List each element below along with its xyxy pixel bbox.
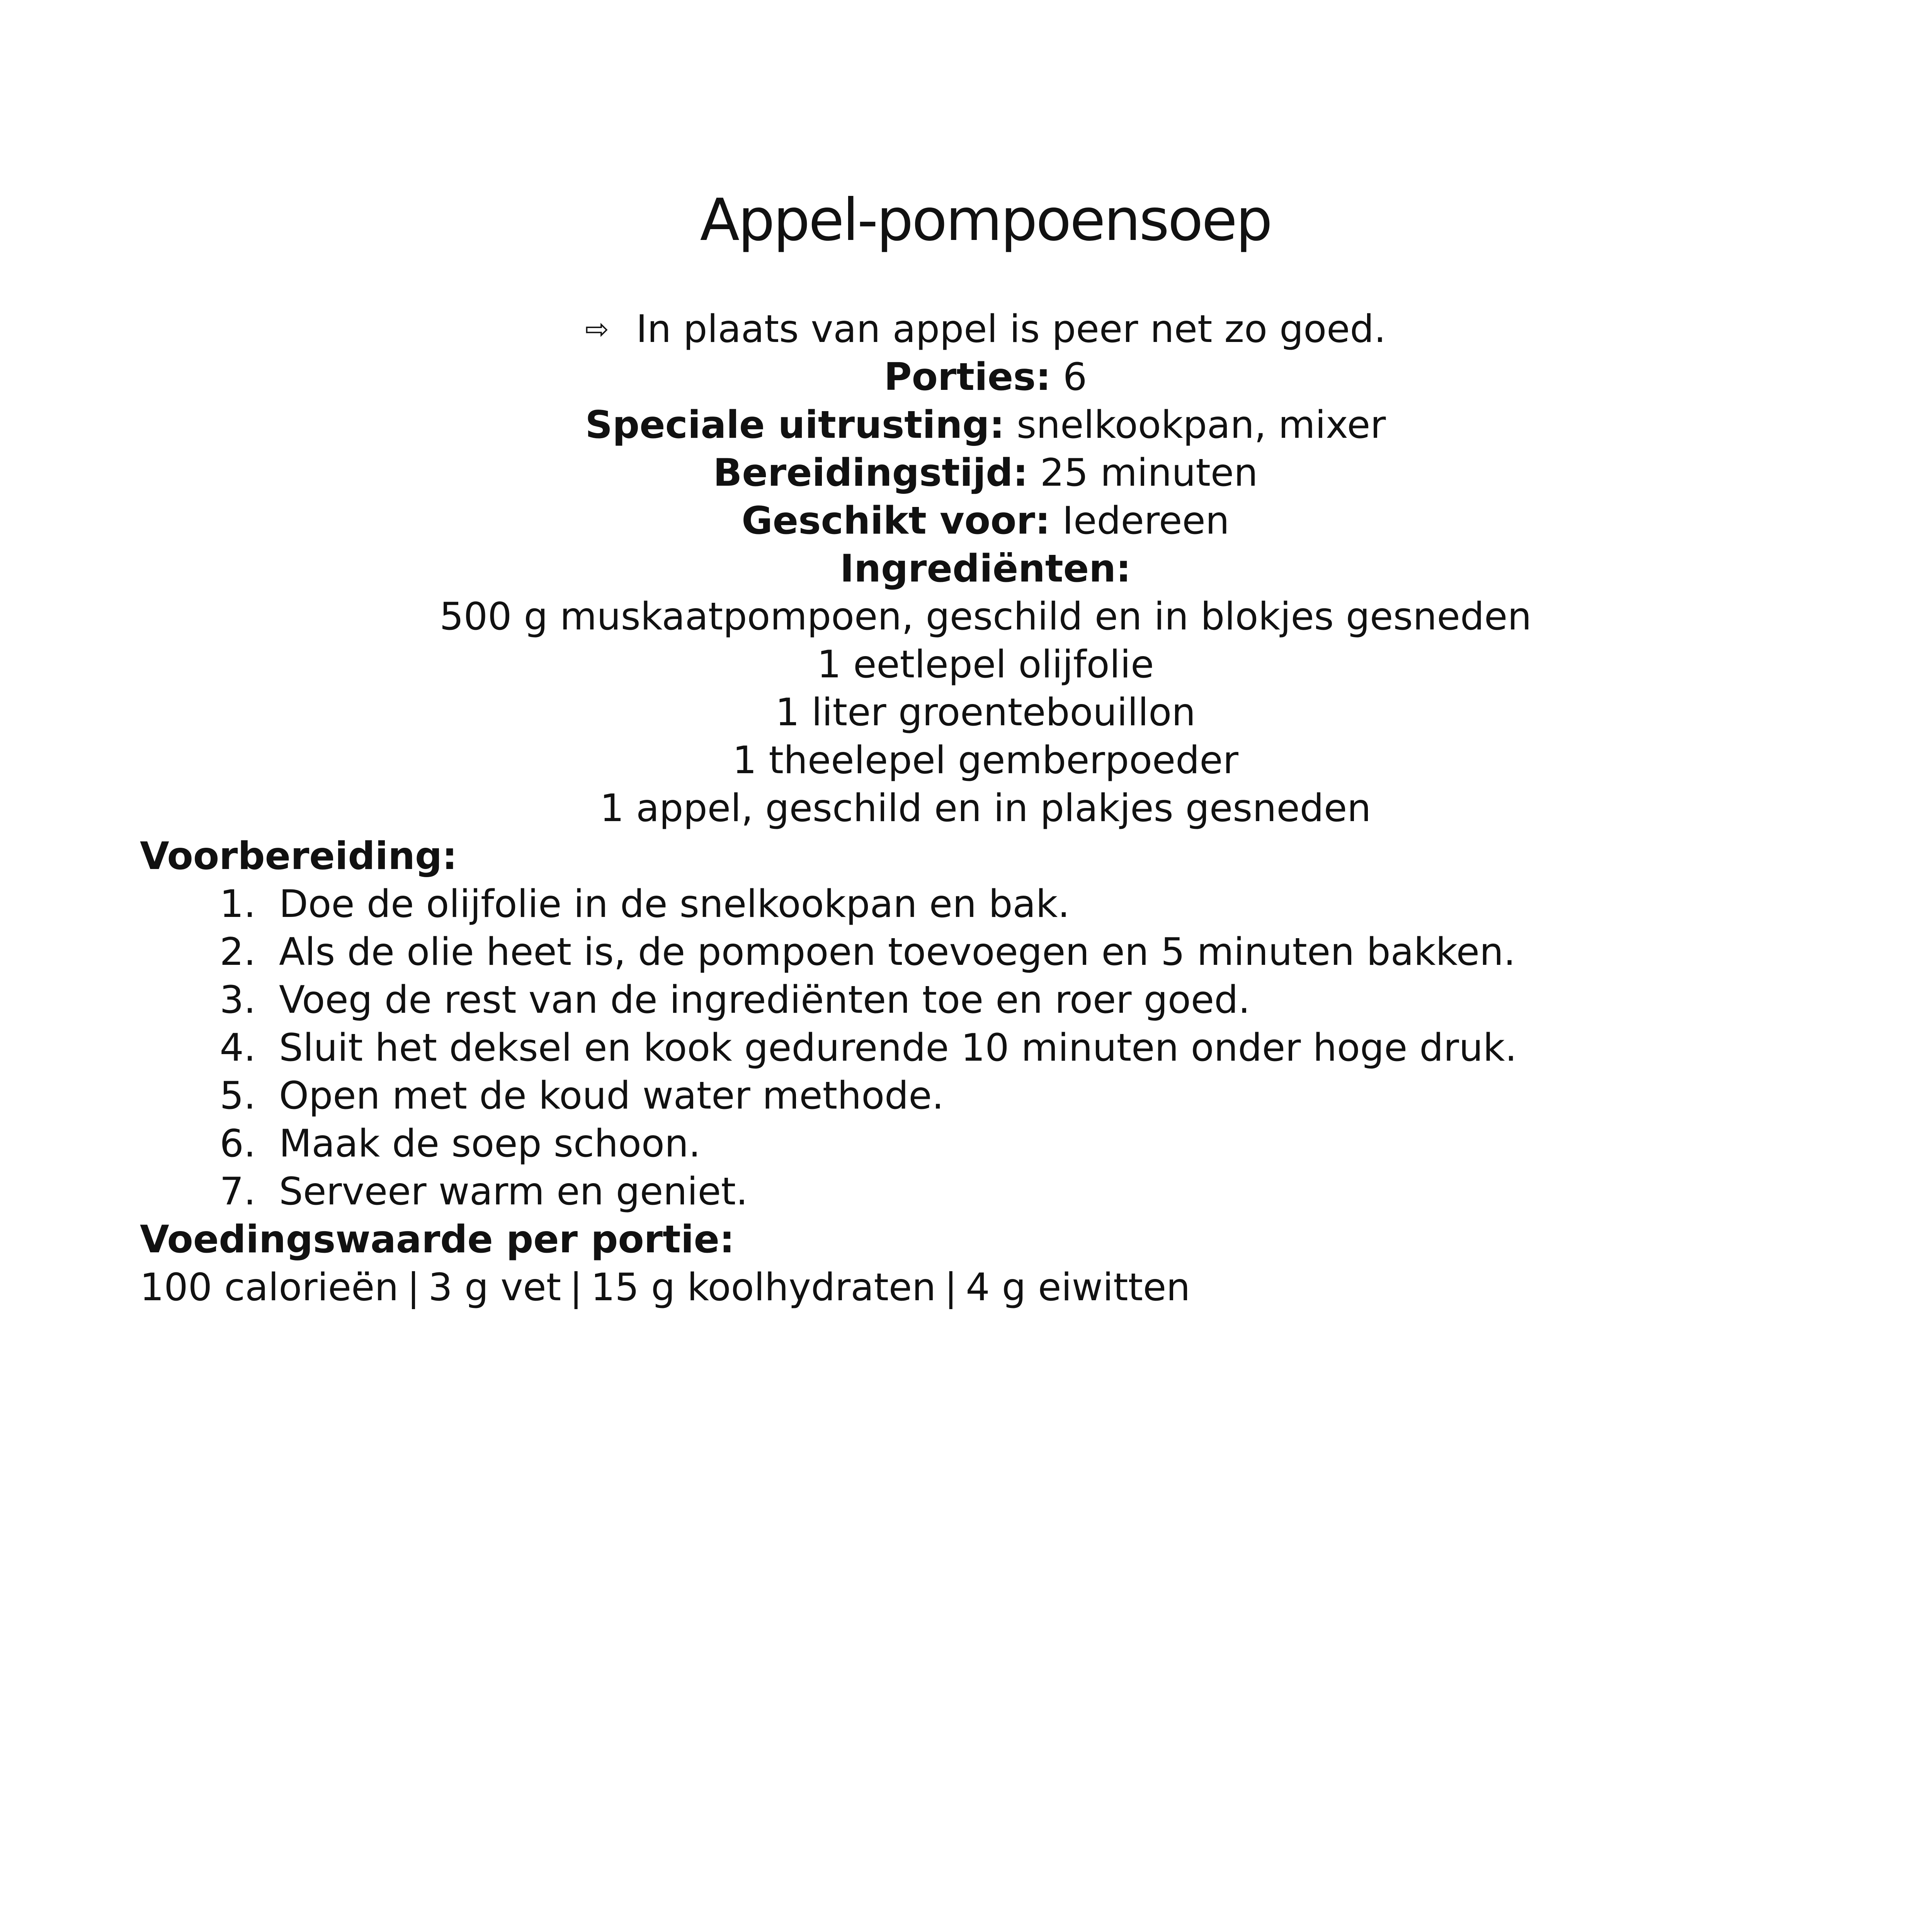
step-number: 3.: [219, 978, 256, 1022]
nutrition-fat: 3 g vet: [428, 1265, 561, 1310]
step-number: 7.: [219, 1170, 256, 1214]
step-item: [140, 928, 1917, 976]
nutrition-separator: |: [944, 1265, 957, 1310]
step-item: [140, 1120, 1917, 1168]
info-value: 25 minuten: [1040, 451, 1258, 495]
ingredient-item: 1 theelepel gemberpoeder: [732, 738, 1239, 782]
info-suitable-for: [0, 497, 1932, 545]
nutrition-calories: 100 calorieën: [140, 1265, 399, 1310]
ingredient-item: 1 liter groentebouillon: [775, 690, 1196, 735]
info-value: 6: [1063, 355, 1087, 399]
step-text: Als de olie heet is, de pompoen toevoegen en 5 minuten bakken.: [279, 930, 1516, 974]
right-arrow-icon: ⇨: [585, 313, 609, 346]
info-label: Bereidingstijd:: [713, 451, 1028, 495]
ingredient-item: 500 g muskaatpompoen, geschild en in blokjes gesneden: [439, 595, 1532, 639]
info-label: Porties:: [884, 355, 1051, 399]
nutrition-carbs: 15 g koolhydraten: [591, 1265, 936, 1310]
info-value: Iedereen: [1062, 499, 1230, 543]
nutrition-separator: |: [407, 1265, 420, 1310]
step-item: [140, 880, 1917, 928]
nutrition-separator: |: [570, 1265, 583, 1310]
preparation-steps: [140, 880, 1917, 1216]
step-number: 2.: [219, 930, 256, 974]
info-label: Speciale uitrusting:: [585, 403, 1005, 447]
step-text: Open met de koud water methode.: [279, 1074, 944, 1118]
nutrition-heading: Voedingswaarde per portie:: [140, 1218, 735, 1262]
info-prep-time: [0, 449, 1932, 497]
step-item: [140, 1168, 1917, 1216]
ingredients-heading: Ingrediënten:: [840, 547, 1131, 591]
step-number: 6.: [219, 1122, 256, 1166]
step-text: Maak de soep schoon.: [279, 1122, 701, 1166]
step-text: Doe de olijfolie in de snelkookpan en bak.: [279, 882, 1070, 926]
preparation-heading: Voorbereiding:: [140, 834, 457, 878]
ingredient-item: 1 eetlepel olijfolie: [817, 643, 1154, 687]
step-text: Voeg de rest van de ingrediënten toe en roer goed.: [279, 978, 1250, 1022]
info-servings: [0, 353, 1932, 401]
nutrition-values: [140, 1264, 1917, 1311]
step-text: Serveer warm en geniet.: [279, 1170, 748, 1214]
tip-line: [0, 305, 1932, 353]
info-value: snelkookpan, mixer: [1016, 403, 1386, 447]
nutrition-protein: 4 g eiwitten: [966, 1265, 1190, 1310]
recipe-body: [140, 832, 1917, 1311]
step-number: 1.: [219, 882, 256, 926]
step-text: Sluit het deksel en kook gedurende 10 minuten onder hoge druk.: [279, 1026, 1517, 1070]
recipe-summary: [0, 305, 1932, 832]
step-number: 4.: [219, 1026, 256, 1070]
step-item: [140, 1024, 1917, 1072]
tip-text: In plaats van appel is peer net zo goed.: [636, 307, 1386, 351]
step-number: 5.: [219, 1074, 256, 1118]
info-equipment: [0, 401, 1932, 449]
step-item: [140, 1072, 1917, 1120]
recipe-title: Appel-pompoensoep: [700, 187, 1271, 254]
info-label: Geschikt voor:: [742, 499, 1051, 543]
step-item: [140, 976, 1917, 1024]
ingredient-item: 1 appel, geschild en in plakjes gesneden: [600, 786, 1371, 830]
